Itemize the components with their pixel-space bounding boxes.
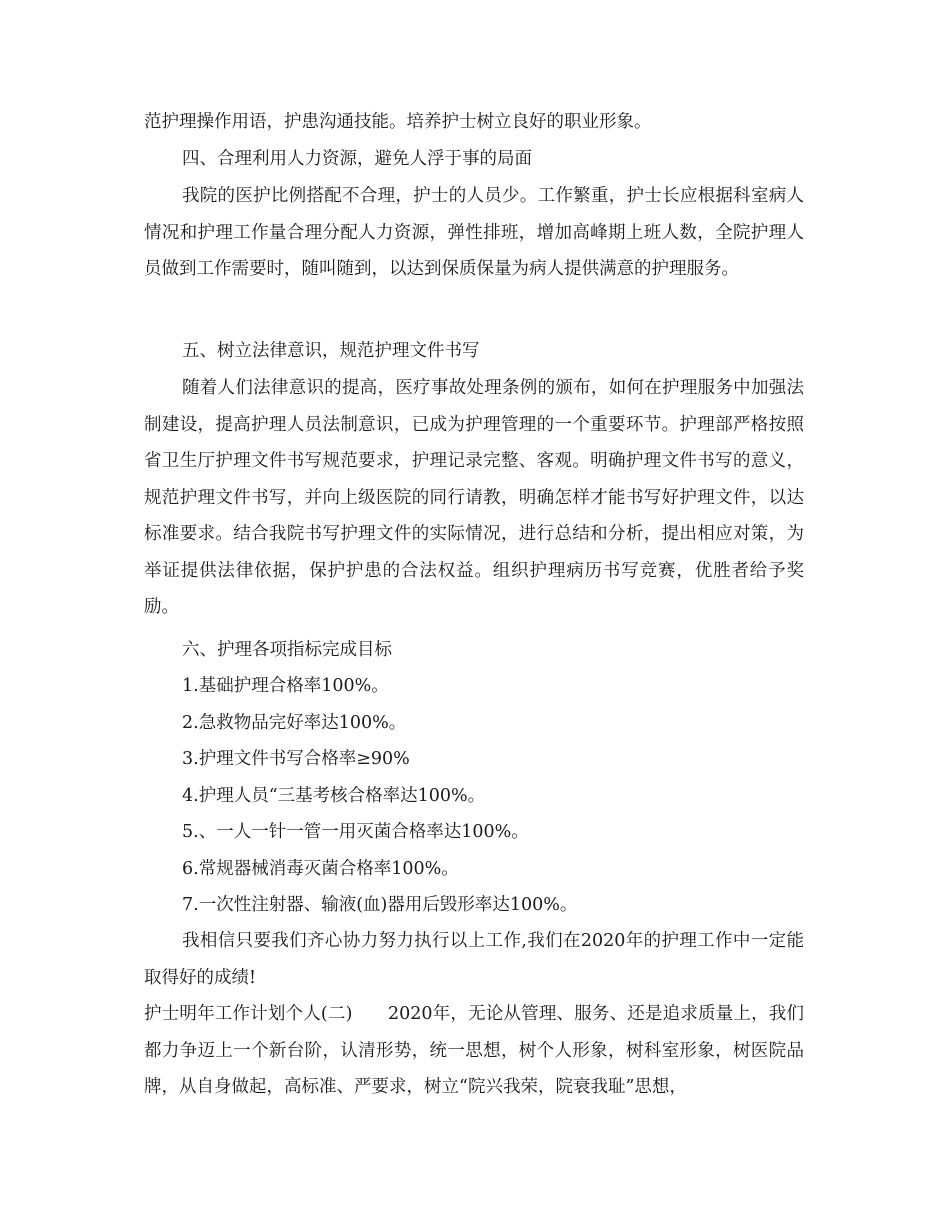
next-section-paragraph: 护士明年工作计划个人(二) 2020年，无论从管理、服务、还是追求质量上，我们都力争迈上一个新台阶，认清形势，统一思想，树个人形象，树科室形象，树医院品牌，从自身做起，高标准、严要求，树立“院兴我荣，院衰我耻”思想， bbox=[144, 1004, 804, 1097]
section-heading-5: 五、树立法律意识，规范护理文件书写 bbox=[182, 341, 480, 361]
target-item: 7.一次性注射器、输液(血)器用后毁形率达100%。 bbox=[182, 895, 578, 915]
section-body-5: 随着人们法律意识的提高，医疗事故处理条例的颁布，如何在护理服务中加强法制建设，提高护理人员法制意识，已成为护理管理的一个重要环节。护理部严格按照省卫生厅护理文件书写规范要求，护理记录完整、客观。明确护理文件书写的意义，规范护理文件书写，并向上级医院的同行请教，明确怎样才能书写好护理文件，以达标准要求。结合我院书写护理文件的实际情况，进行总结和分析，提出相应对策，为举证提供法律依据，保护护患的合法权益。组织护理病历书写竞赛，优胜者给予奖励。 bbox=[144, 378, 804, 617]
target-item: 3.护理文件书写合格率≥90% bbox=[182, 749, 410, 769]
target-item: 4.护理人员“三基考核合格率达100%。 bbox=[182, 786, 486, 806]
section-heading-4: 四、合理利用人力资源，避免人浮于事的局面 bbox=[182, 149, 532, 169]
target-item: 5.、一人一针一管一用灭菌合格率达100%。 bbox=[182, 822, 529, 842]
target-item: 1.基础护理合格率100%。 bbox=[182, 676, 389, 696]
section-heading-6: 六、护理各项指标完成目标 bbox=[182, 640, 392, 660]
closing-paragraph: 我相信只要我们齐心协力努力执行以上工作,我们在2020年的护理工作中一定能取得好的成绩! bbox=[144, 931, 804, 988]
target-item: 2.急救物品完好率达100%。 bbox=[182, 713, 407, 733]
target-item: 6.常规器械消毒灭菌合格率100%。 bbox=[182, 859, 459, 879]
section-body-4: 我院的医护比例搭配不合理，护士的人员少。工作繁重，护士长应根据科室病人情况和护理工作量合理分配人力资源，弹性排班，增加高峰期上班人数，全院护理人员做到工作需要时，随叫随到，以达到保质保量为病人提供满意的护理服务。 bbox=[144, 186, 804, 279]
paragraph-continuation: 范护理操作用语，护患沟通技能。培养护士树立良好的职业形象。 bbox=[144, 112, 652, 132]
